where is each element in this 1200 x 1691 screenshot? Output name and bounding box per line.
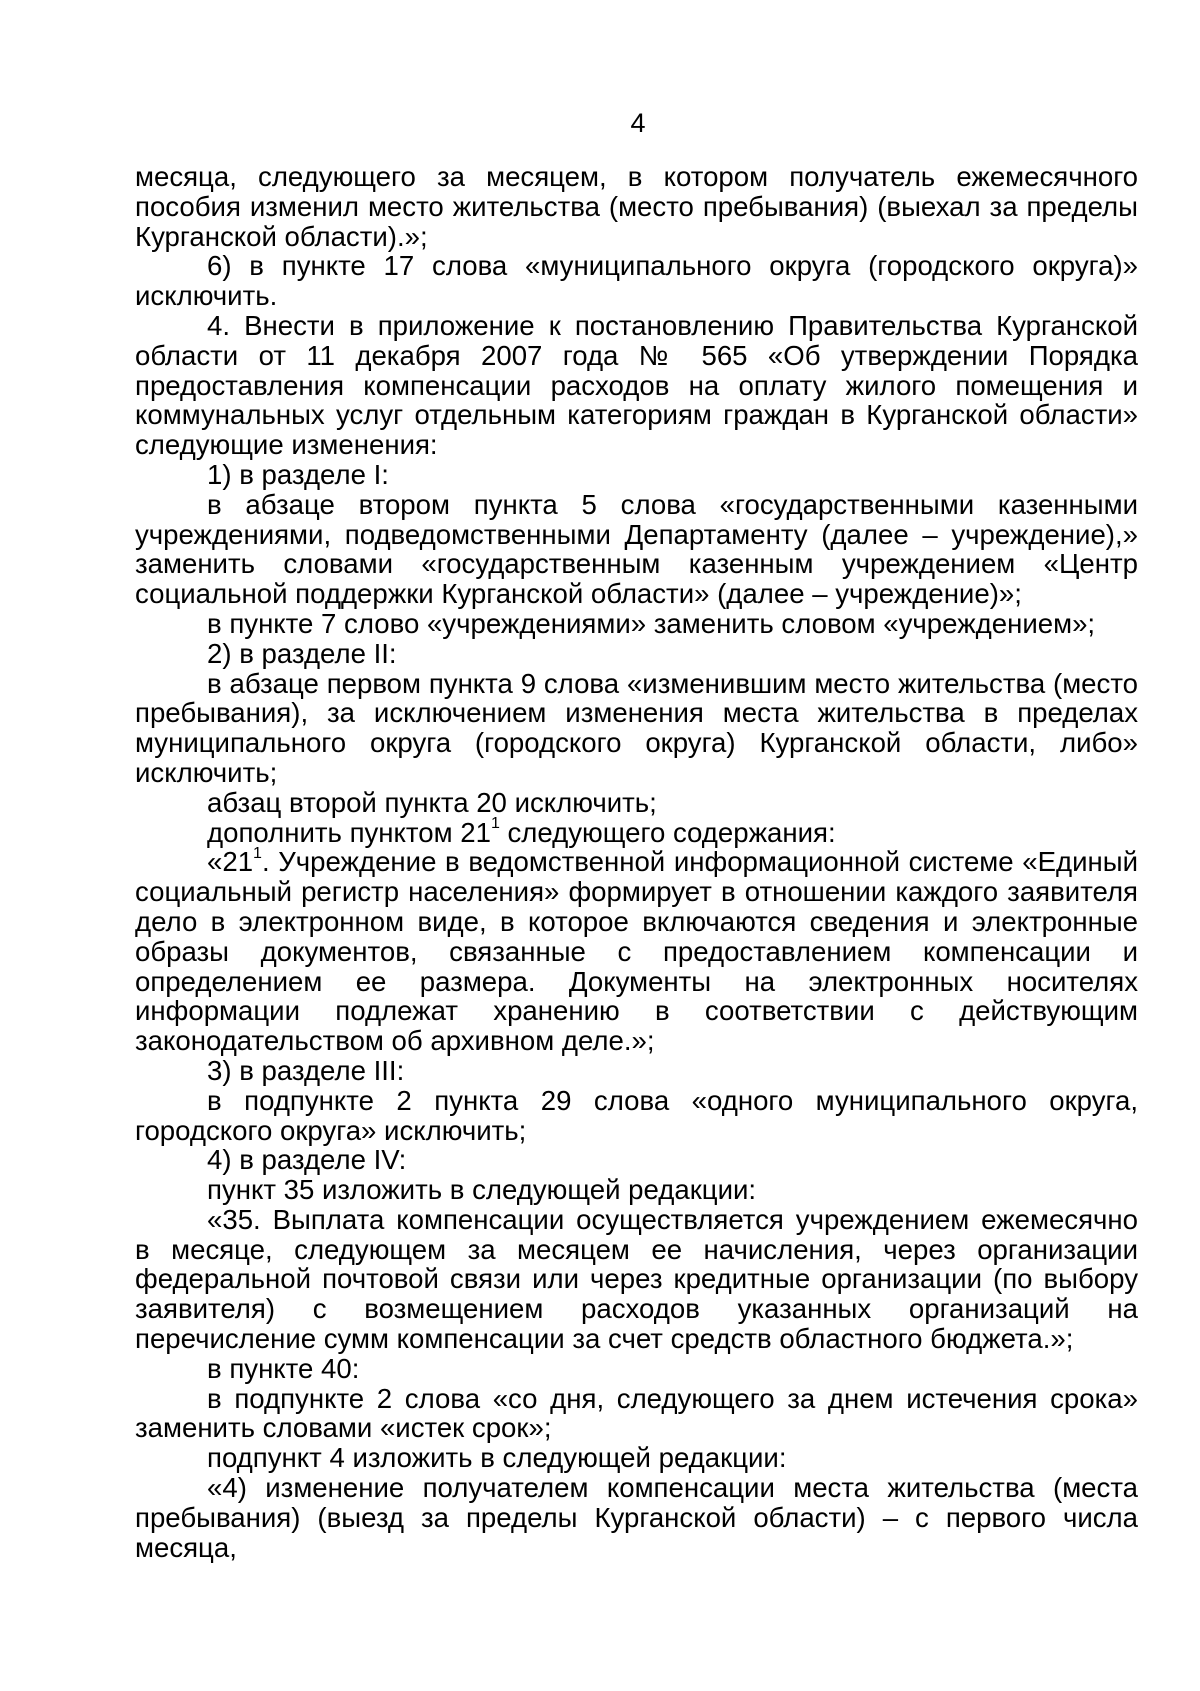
paragraph: в подпункте 2 слова «со дня, следующего за днем истечения срока» заменить словами «истек срок»; — [135, 1382, 1138, 1444]
paragraph: 3) в разделе III: — [207, 1054, 405, 1086]
paragraph: 1) в разделе I: — [207, 458, 389, 490]
paragraph: 4) в разделе IV: — [207, 1144, 407, 1176]
paragraph: в подпункте 2 пункта 29 слова «одного муниципального округа, городского округа» исключить; — [135, 1084, 1138, 1146]
paragraph: в абзаце втором пункта 5 слова «государственными казенными учреждениями, подведомственными Департаменту (далее – учреждение),» заменить словами «государственным казенным учреждением «Центр социальной поддержки Курганской области» (далее – учреждение)»; — [135, 488, 1138, 610]
paragraph-text: дополнить пунктом 21 — [207, 816, 491, 848]
superscript: 1 — [253, 845, 262, 863]
paragraph: 4. Внести в приложение к постановлению Правительства Курганской области от 11 декабря 2007 года № 565 «Об утверждении Порядка предоставления компенсации расходов на оплату жилого помещения и коммунальных услуг отдельным категориям граждан в Курганской области» следующие изменения: — [135, 309, 1138, 461]
superscript: 1 — [490, 815, 500, 833]
paragraph — [135, 815, 1138, 848]
paragraph: пункт 35 изложить в следующей редакции: — [207, 1174, 757, 1206]
paragraph: 6) в пункте 17 слова «муниципального округа (городского округа)» исключить. — [135, 250, 1138, 312]
paragraph-text: . Учреждение в ведомственной информационной системе «Единый социальный регистр населения» формирует в отношении каждого заявителя дело в электронном виде, в которое включаются сведения и электронные образы документов, связанные с предоставлением компенсации и определением ее размера. Документы на электронных носителях информации подлежат хранению в соответствии с действующим законодательством об архивном деле.»; — [135, 846, 1138, 1057]
paragraph: месяца, следующего за месяцем, в котором получатель ежемесячного пособия изменил место жительства (место пребывания) (выехал за пределы Курганской области).»; — [135, 161, 1138, 252]
paragraph: в пункте 7 слово «учреждениями» заменить словом «учреждением»; — [207, 607, 1096, 639]
document-body — [135, 162, 1138, 1562]
paragraph: «35. Выплата компенсации осуществляется учреждением ежемесячно в месяце, следующем за месяцем ее начисления, через организации федеральной почтовой связи или через кредитные организации (по выбору заявителя) с возмещением расходов указанных организаций на перечисление сумм компенсации за счет средств областного бюджета.»; — [135, 1203, 1138, 1355]
paragraph — [135, 847, 1138, 1056]
paragraph: в пункте 40: — [207, 1352, 360, 1384]
paragraph: 2) в разделе II: — [207, 637, 397, 669]
paragraph-text: «21 — [207, 846, 254, 878]
paragraph: в абзаце первом пункта 9 слова «изменившим место жительства (место пребывания), за исключением изменения места жительства в пределах муниципального округа (городского округа) Курганской области, либо» исключить; — [135, 667, 1138, 788]
paragraph-text: следующего содержания: — [499, 816, 836, 848]
paragraph: подпункт 4 изложить в следующей редакции: — [207, 1442, 787, 1474]
paragraph: «4) изменение получателем компенсации места жительства (места пребывания) (выезд за пределы Курганской области) – с первого числа месяца, — [135, 1472, 1138, 1563]
paragraph: абзац второй пункта 20 исключить; — [207, 786, 657, 818]
page-number: 4 — [630, 108, 646, 138]
